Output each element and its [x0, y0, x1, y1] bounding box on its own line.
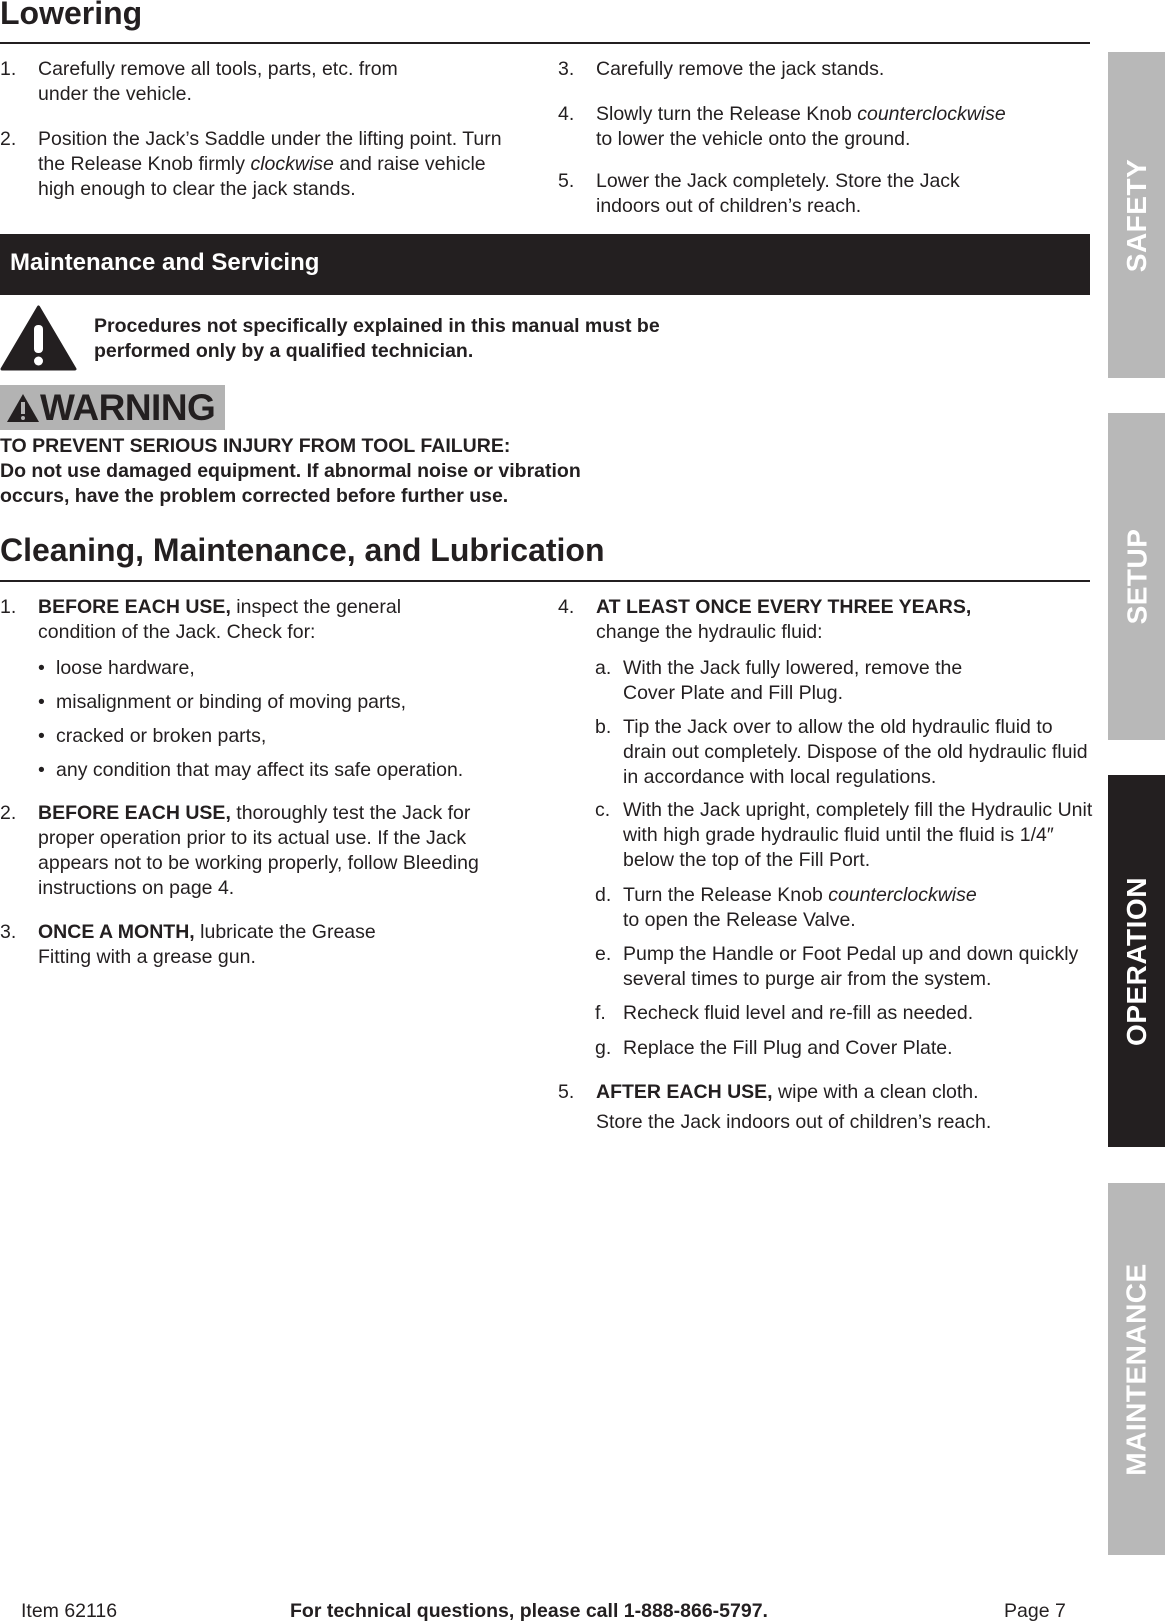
tab-maintenance[interactable]: MAINTENANCE — [1108, 1183, 1165, 1555]
sub-item: f. Recheck fluid level and re-fill as needed. — [595, 1002, 974, 1024]
divider — [0, 580, 1090, 582]
warning-label: WARNING — [40, 387, 216, 428]
footer-phone: For technical questions, please call 1-888-866-5797. — [290, 1600, 768, 1622]
warning-text: TO PREVENT SERIOUS INJURY FROM TOOL FAILURE: Do not use damaged equipment. If abnormal noise or vibration occurs, have the problem corrected before further use. — [0, 435, 581, 507]
list-item: 5. AFTER EACH USE, wipe with a clean cloth. Store the Jack indoors out of children’s reach. — [558, 1081, 992, 1133]
cleaning-title: Cleaning, Maintenance, and Lubrication — [0, 532, 605, 568]
lowering-title: Lowering — [0, 0, 143, 31]
list-item: 3. ONCE A MONTH, lubricate the Grease Fitting with a grease gun. — [0, 921, 376, 968]
sub-item: d. Turn the Release Knob counterclockwise to open the Release Valve. — [595, 884, 977, 931]
footer-item-number: Item 62116 — [21, 1600, 118, 1622]
tab-setup[interactable]: SETUP — [1108, 413, 1165, 740]
bullet-item: • any condition that may affect its safe operation. — [38, 759, 464, 781]
list-item: 2. BEFORE EACH USE, thoroughly test the Jack for proper operation prior to its actual use. If the Jack appears not to be working properly, follow Bleeding instructions on page 4. — [0, 802, 479, 899]
sub-item: g. Replace the Fill Plug and Cover Plate. — [595, 1037, 953, 1059]
list-item: 1. Carefully remove all tools, parts, etc. from under the vehicle. — [0, 58, 398, 105]
footer-page-number: Page 7 — [1004, 1600, 1066, 1622]
sub-item: e. Pump the Handle or Foot Pedal up and down quickly several times to purge air from the system. — [595, 943, 1079, 990]
bullet-item: • misalignment or binding of moving parts, — [38, 691, 407, 713]
list-item: 1. BEFORE EACH USE, inspect the general condition of the Jack. Check for: — [0, 596, 402, 643]
tab-safety[interactable]: SAFETY — [1108, 52, 1165, 378]
sub-item: a. With the Jack fully lowered, remove the Cover Plate and Fill Plug. — [595, 657, 963, 704]
bullet-item: • cracked or broken parts, — [38, 725, 267, 747]
list-item: 5. Lower the Jack completely. Store the Jack indoors out of children’s reach. — [558, 170, 960, 217]
warning-badge — [0, 385, 225, 430]
section-header-bar: Maintenance and Servicing — [0, 234, 1090, 295]
warning-triangle-icon — [6, 393, 40, 423]
list-item: 4. AT LEAST ONCE EVERY THREE YEARS, change the hydraulic fluid: — [558, 596, 972, 643]
caution-text: Procedures not specifically explained in this manual must be performed only by a qualified technician. — [94, 315, 660, 362]
sub-item: b. Tip the Jack over to allow the old hydraulic fluid to drain out completely. Dispose of the old hydraulic fluid in accordance with local regulations. — [595, 716, 1088, 788]
bullet-item: • loose hardware, — [38, 657, 195, 679]
list-item: 2. Position the Jack’s Saddle under the lifting point. Turn the Release Knob firmly clockwise and raise vehicle high enough to clear the jack stands. — [0, 128, 502, 200]
list-item: 3. Carefully remove the jack stands. — [558, 58, 885, 80]
divider — [0, 42, 1090, 44]
tab-operation[interactable]: OPERATION — [1108, 775, 1165, 1147]
caution-icon — [0, 305, 77, 371]
list-item: 4. Slowly turn the Release Knob counterclockwise to lower the vehicle onto the ground. — [558, 103, 1006, 150]
sub-item: c. With the Jack upright, completely fill the Hydraulic Unit with high grade hydraulic fluid until the fluid is 1/4″ below the top of the Fill Port. — [595, 799, 1093, 871]
